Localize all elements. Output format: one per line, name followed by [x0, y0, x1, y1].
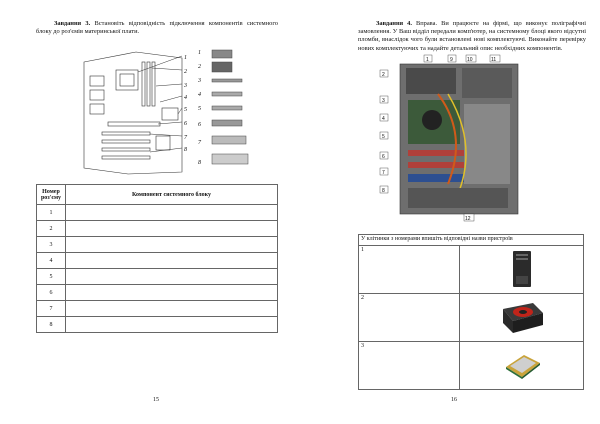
- mb-callout-1: 1: [184, 55, 187, 61]
- comp-callout-5: 5: [198, 106, 201, 112]
- row-number: 1: [359, 246, 460, 294]
- case-callout-7: 7: [382, 170, 385, 176]
- table-row: [359, 246, 584, 294]
- motherboard-figure: [78, 48, 284, 178]
- case-callout-1: 1: [426, 57, 429, 63]
- row-number: 4: [37, 253, 66, 269]
- table-row: [37, 285, 278, 301]
- case-callout-10: 10: [467, 57, 473, 63]
- case-callout-11: 11: [491, 57, 497, 63]
- row-number: 3: [37, 237, 66, 253]
- task-3-text: [36, 20, 278, 36]
- row-number: 1: [37, 205, 66, 221]
- cooler-component: [212, 62, 232, 72]
- task-3-heading: Завдання 3.: [54, 20, 91, 27]
- device-image-cell: [460, 294, 584, 342]
- case-callout-9: 9: [450, 57, 453, 63]
- case-callout-4: 4: [382, 116, 385, 122]
- card-component-8: [212, 154, 248, 164]
- row-number: 6: [37, 285, 66, 301]
- answer-cell[interactable]: [66, 237, 278, 253]
- mb-callout-5: 5: [184, 107, 187, 113]
- ram-component: [212, 79, 242, 82]
- answer-cell[interactable]: [66, 301, 278, 317]
- case-callout-3: 3: [382, 98, 385, 104]
- case-callout-6: 6: [382, 154, 385, 160]
- row-number: 3: [359, 342, 460, 390]
- mb-callout-4: 4: [184, 95, 187, 101]
- case-callout-2: 2: [382, 72, 385, 78]
- answer-cell[interactable]: [66, 285, 278, 301]
- task-4-text: [358, 20, 586, 53]
- task-4-body: Вправа. Ви працюєте на фірмі, що виконує поліграфічні замовлення. У Ваш відділ передали комп'ютер, на системному блоці якого відсутні пломби, внаслідок чого були встановлені нові комплектуючі. Виконайте перевірку нових комплектуючих та надайте детальний опис необхідних компонентів.: [358, 20, 586, 52]
- case-photo: [400, 64, 518, 214]
- card-component-6: [212, 120, 242, 126]
- system-unit-image: [510, 250, 534, 288]
- devices-table-header: У клітинки з номерами впишіть відповідні назви пристроїв: [359, 235, 584, 246]
- devices-table: [358, 234, 584, 390]
- case-callout-5: 5: [382, 134, 385, 140]
- row-number: 5: [37, 269, 66, 285]
- comp-callout-8: 8: [198, 160, 201, 166]
- card-component-5: [212, 106, 242, 110]
- comp-callout-7: 7: [198, 140, 201, 146]
- row-number: 7: [37, 301, 66, 317]
- table-row: [37, 253, 278, 269]
- open-case-figure: [378, 54, 538, 224]
- comp-callout-3: 3: [198, 78, 201, 84]
- mb-callout-6: 6: [184, 121, 187, 127]
- table-row: [37, 301, 278, 317]
- motherboard-diagram: [84, 52, 182, 174]
- mb-callout-2: 2: [184, 69, 187, 75]
- cpu-image: [502, 349, 542, 381]
- row-number: 8: [37, 317, 66, 333]
- task-3-body: Встановіть відповідність підключення компонентів системного блоку до роз'ємів материнської плати.: [36, 20, 278, 36]
- page-number: 16: [451, 397, 457, 403]
- answer-cell[interactable]: [66, 221, 278, 237]
- case-callout-8: 8: [382, 188, 385, 194]
- mb-callout-8: 8: [184, 147, 187, 153]
- row-number: 2: [359, 294, 460, 342]
- table-row: [359, 342, 584, 390]
- table-row: [37, 317, 278, 333]
- component-images: [197, 50, 248, 166]
- comp-callout-4: 4: [198, 92, 201, 98]
- header-component: Компонент системного блоку: [66, 185, 278, 205]
- device-image-cell: [460, 342, 584, 390]
- answer-cell[interactable]: [66, 269, 278, 285]
- row-number: 2: [37, 221, 66, 237]
- task-4-heading: Завдання 4.: [376, 20, 412, 27]
- card-component-4: [212, 92, 242, 96]
- table-row: [359, 294, 584, 342]
- comp-callout-1: 1: [198, 50, 201, 56]
- device-image-cell: [460, 246, 584, 294]
- answer-cell[interactable]: [66, 317, 278, 333]
- table-row: [37, 205, 278, 221]
- right-page: [300, 0, 600, 424]
- header-connector-number: Номер роз'єму: [37, 185, 66, 205]
- table-row: [37, 221, 278, 237]
- table-row: [37, 269, 278, 285]
- comp-callout-6: 6: [198, 122, 201, 128]
- card-component-7: [212, 136, 246, 144]
- answer-cell[interactable]: [66, 253, 278, 269]
- cpu-component: [212, 50, 232, 58]
- page-number: 15: [153, 397, 159, 403]
- power-supply-image: [499, 299, 545, 335]
- components-table: [36, 184, 278, 333]
- table-row: [37, 237, 278, 253]
- case-callout-12: 12: [465, 216, 471, 222]
- mb-callout-3: 3: [184, 83, 187, 89]
- comp-callout-2: 2: [198, 64, 201, 70]
- answer-cell[interactable]: [66, 205, 278, 221]
- mb-callout-7: 7: [184, 135, 187, 141]
